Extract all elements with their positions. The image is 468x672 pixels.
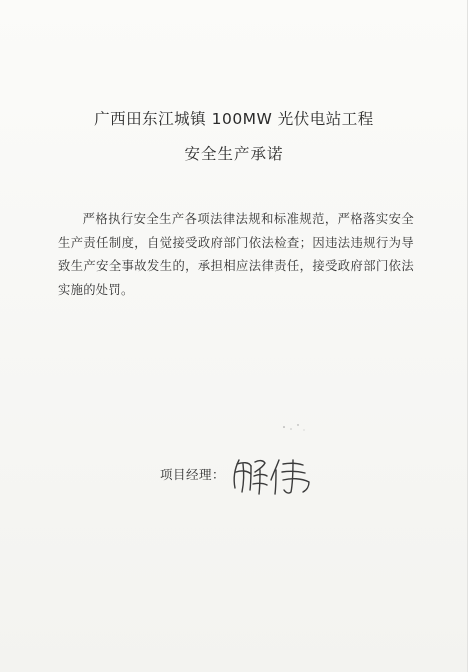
document-title: 广西田东江城镇 100MW 光伏电站工程 (94, 110, 374, 128)
project-manager-label: 项目经理： (160, 467, 226, 482)
signature-row (160, 454, 315, 494)
handwritten-signature (229, 452, 315, 496)
commitment-paragraph: 严格执行安全生产各项法律法规和标准规范，严格落实安全生产责任制度，自觉接受政府部门依法检查；因违法违规行为导致生产安全事故发生的，承担相应法律责任，接受政府部门依法实施的处罚。 (58, 212, 414, 297)
document-subtitle: 安全生产承诺 (184, 145, 284, 163)
paper-speckle (280, 420, 310, 434)
